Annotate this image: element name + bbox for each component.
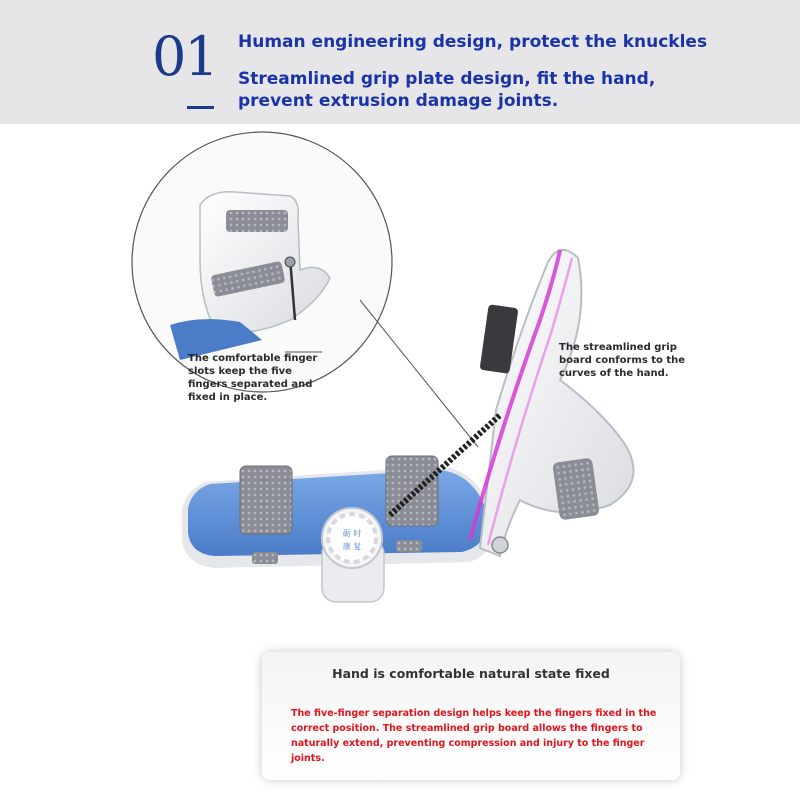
section-number-underline <box>187 106 214 109</box>
callout-grip-board: The streamlined grip board conforms to the curves of the hand. <box>559 342 686 379</box>
header-title: Human engineering design, protect the knuckles <box>238 32 708 52</box>
svg-text:康 复: 康 复 <box>342 542 362 551</box>
header-banner <box>0 0 800 124</box>
leader-line <box>360 300 478 447</box>
product-illustration <box>0 124 800 644</box>
adjustment-knob <box>322 508 384 602</box>
section-number: 01 <box>152 25 217 88</box>
knob-label: 砺 时 <box>342 529 362 538</box>
header-subtitle: Streamlined grip plate design, fit the hand, prevent extrusion damage joints. <box>238 69 656 111</box>
info-box-title: Hand is comfortable natural state fixed <box>332 666 610 681</box>
callout-finger-slots: The comfortable finger slots keep the five fingers separated and fixed in place. <box>188 353 318 403</box>
info-box <box>262 652 680 780</box>
info-box-body: The five-finger separation design helps keep the fingers fixed in the correct position. The streamlined grip board allows the fingers to naturally extend, preventing compression and injury to the finger joints. <box>291 708 657 764</box>
